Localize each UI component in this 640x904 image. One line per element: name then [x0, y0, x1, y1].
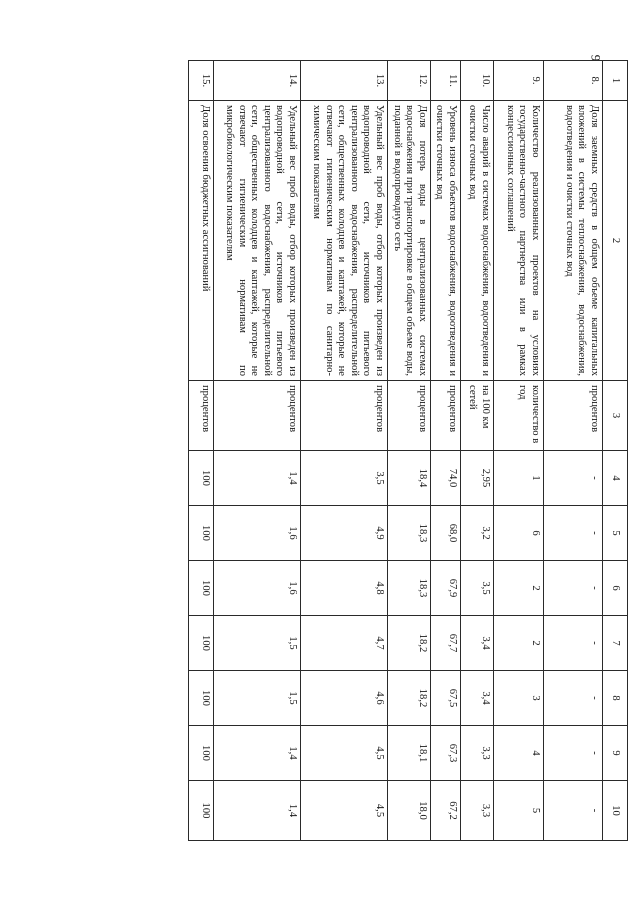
table-row	[431, 61, 461, 841]
value-cell: 100	[189, 506, 214, 561]
value-cell: -	[544, 506, 603, 561]
value-cell: -	[544, 616, 603, 671]
value-cell: 4,5	[301, 781, 388, 841]
table-row	[214, 61, 301, 841]
row-number-cell: 10.	[461, 61, 494, 101]
value-cell: 3,2	[461, 506, 494, 561]
value-cell: 5	[494, 781, 544, 841]
value-cell: 18,0	[388, 781, 431, 841]
table-row	[388, 61, 431, 841]
value-cell: 100	[189, 726, 214, 781]
table-row	[301, 61, 388, 841]
header-row	[603, 61, 628, 841]
value-cell: 1,4	[214, 781, 301, 841]
value-cell: 18,3	[388, 506, 431, 561]
value-cell: 100	[189, 781, 214, 841]
value-cell: 67,7	[431, 616, 461, 671]
header-cell: 9	[603, 726, 628, 781]
row-number-cell: 15.	[189, 61, 214, 101]
unit-cell: количество в год	[494, 381, 544, 451]
value-cell: 4,7	[301, 616, 388, 671]
unit-cell: на 100 км сетей	[461, 381, 494, 451]
indicator-name-cell: Доля потерь воды в централизованных системах водоснабжения при транспортировке в общем объеме воды, поданной в водопроводную сеть	[388, 101, 431, 381]
unit-cell: процентов	[189, 381, 214, 451]
value-cell: -	[544, 671, 603, 726]
value-cell: -	[544, 561, 603, 616]
row-number-cell: 12.	[388, 61, 431, 101]
indicator-name-cell: Доля заемных средств в общем объеме капитальных вложений в системы теплоснабжения, водоснабжения, водоотведения и очистки сточных вод	[544, 101, 603, 381]
page-number: 9	[587, 54, 603, 62]
header-cell: 4	[603, 451, 628, 506]
value-cell: 18,3	[388, 561, 431, 616]
unit-cell: процентов	[544, 381, 603, 451]
indicator-name-cell: Удельный вес проб воды, отбор которых произведен из водопроводной сети, источников питьевого централизованного водоснабжения, распределительной сети, общественных колодцев и каптажей, которые не отвечают гигиеническим нормативам по санитарно-химическим показателям	[301, 101, 388, 381]
value-cell: 100	[189, 561, 214, 616]
value-cell: 18,2	[388, 616, 431, 671]
value-cell: 4,6	[301, 671, 388, 726]
value-cell: 1	[494, 451, 544, 506]
value-cell: -	[544, 726, 603, 781]
value-cell: -	[544, 451, 603, 506]
value-cell: 18,1	[388, 726, 431, 781]
value-cell: 6	[494, 506, 544, 561]
value-cell: 100	[189, 451, 214, 506]
value-cell: 18,2	[388, 671, 431, 726]
value-cell: 68,0	[431, 506, 461, 561]
unit-cell: процентов	[214, 381, 301, 451]
header-cell: 1	[603, 61, 628, 101]
header-cell: 5	[603, 506, 628, 561]
value-cell: 1,4	[214, 451, 301, 506]
value-cell: 1,4	[214, 726, 301, 781]
value-cell: 74,0	[431, 451, 461, 506]
value-cell: 1,5	[214, 616, 301, 671]
value-cell: 2	[494, 561, 544, 616]
header-cell: 6	[603, 561, 628, 616]
value-cell: 4,9	[301, 506, 388, 561]
header-cell: 8	[603, 671, 628, 726]
header-cell: 3	[603, 381, 628, 451]
table-body	[189, 61, 603, 841]
header-cell: 2	[603, 101, 628, 381]
value-cell: 2	[494, 616, 544, 671]
indicator-name-cell: Удельный вес проб воды, отбор которых произведен из водопроводной сети, источников питьевого централизованного водоснабжения, распределительной сети, общественных колодцев и каптажей, которые не отвечают гигиеническим нормативам по микробиологическим показателям	[214, 101, 301, 381]
value-cell: 4,8	[301, 561, 388, 616]
unit-cell: процентов	[431, 381, 461, 451]
table-row	[461, 61, 494, 841]
header-cell: 10	[603, 781, 628, 841]
table-row	[494, 61, 544, 841]
row-number-cell: 9.	[494, 61, 544, 101]
value-cell: 67,2	[431, 781, 461, 841]
value-cell: 2,95	[461, 451, 494, 506]
value-cell: 3,4	[461, 671, 494, 726]
value-cell: 1,5	[214, 671, 301, 726]
value-cell: 3,5	[301, 451, 388, 506]
value-cell: 4,5	[301, 726, 388, 781]
value-cell: 67,3	[431, 726, 461, 781]
unit-cell: процентов	[388, 381, 431, 451]
table-row	[544, 61, 603, 841]
unit-cell: процентов	[301, 381, 388, 451]
row-number-cell: 11.	[431, 61, 461, 101]
value-cell: 3,3	[461, 781, 494, 841]
indicators-table	[188, 60, 628, 841]
value-cell: 3,4	[461, 616, 494, 671]
row-number-cell: 13.	[301, 61, 388, 101]
value-cell: 4	[494, 726, 544, 781]
value-cell: 100	[189, 616, 214, 671]
value-cell: 3,3	[461, 726, 494, 781]
value-cell: -	[544, 781, 603, 841]
value-cell: 67,9	[431, 561, 461, 616]
indicator-name-cell: Число аварий в системах водоснабжения, водоотведения и очистки сточных вод	[461, 101, 494, 381]
value-cell: 1,6	[214, 506, 301, 561]
value-cell: 67,5	[431, 671, 461, 726]
indicator-name-cell: Доля освоения бюджетных ассигнований	[189, 101, 214, 381]
value-cell: 18,4	[388, 451, 431, 506]
indicator-name-cell: Количество реализованных проектов на условиях государственно-частного партнерства или в рамках концессионных соглашений	[494, 101, 544, 381]
value-cell: 3,5	[461, 561, 494, 616]
value-cell: 1,6	[214, 561, 301, 616]
value-cell: 100	[189, 671, 214, 726]
header-cell: 7	[603, 616, 628, 671]
row-number-cell: 8.	[544, 61, 603, 101]
indicator-name-cell: Уровень износа объектов водоснабжения, водоотведения и очистки сточных вод	[431, 101, 461, 381]
row-number-cell: 14.	[214, 61, 301, 101]
value-cell: 3	[494, 671, 544, 726]
table-row	[189, 61, 214, 841]
